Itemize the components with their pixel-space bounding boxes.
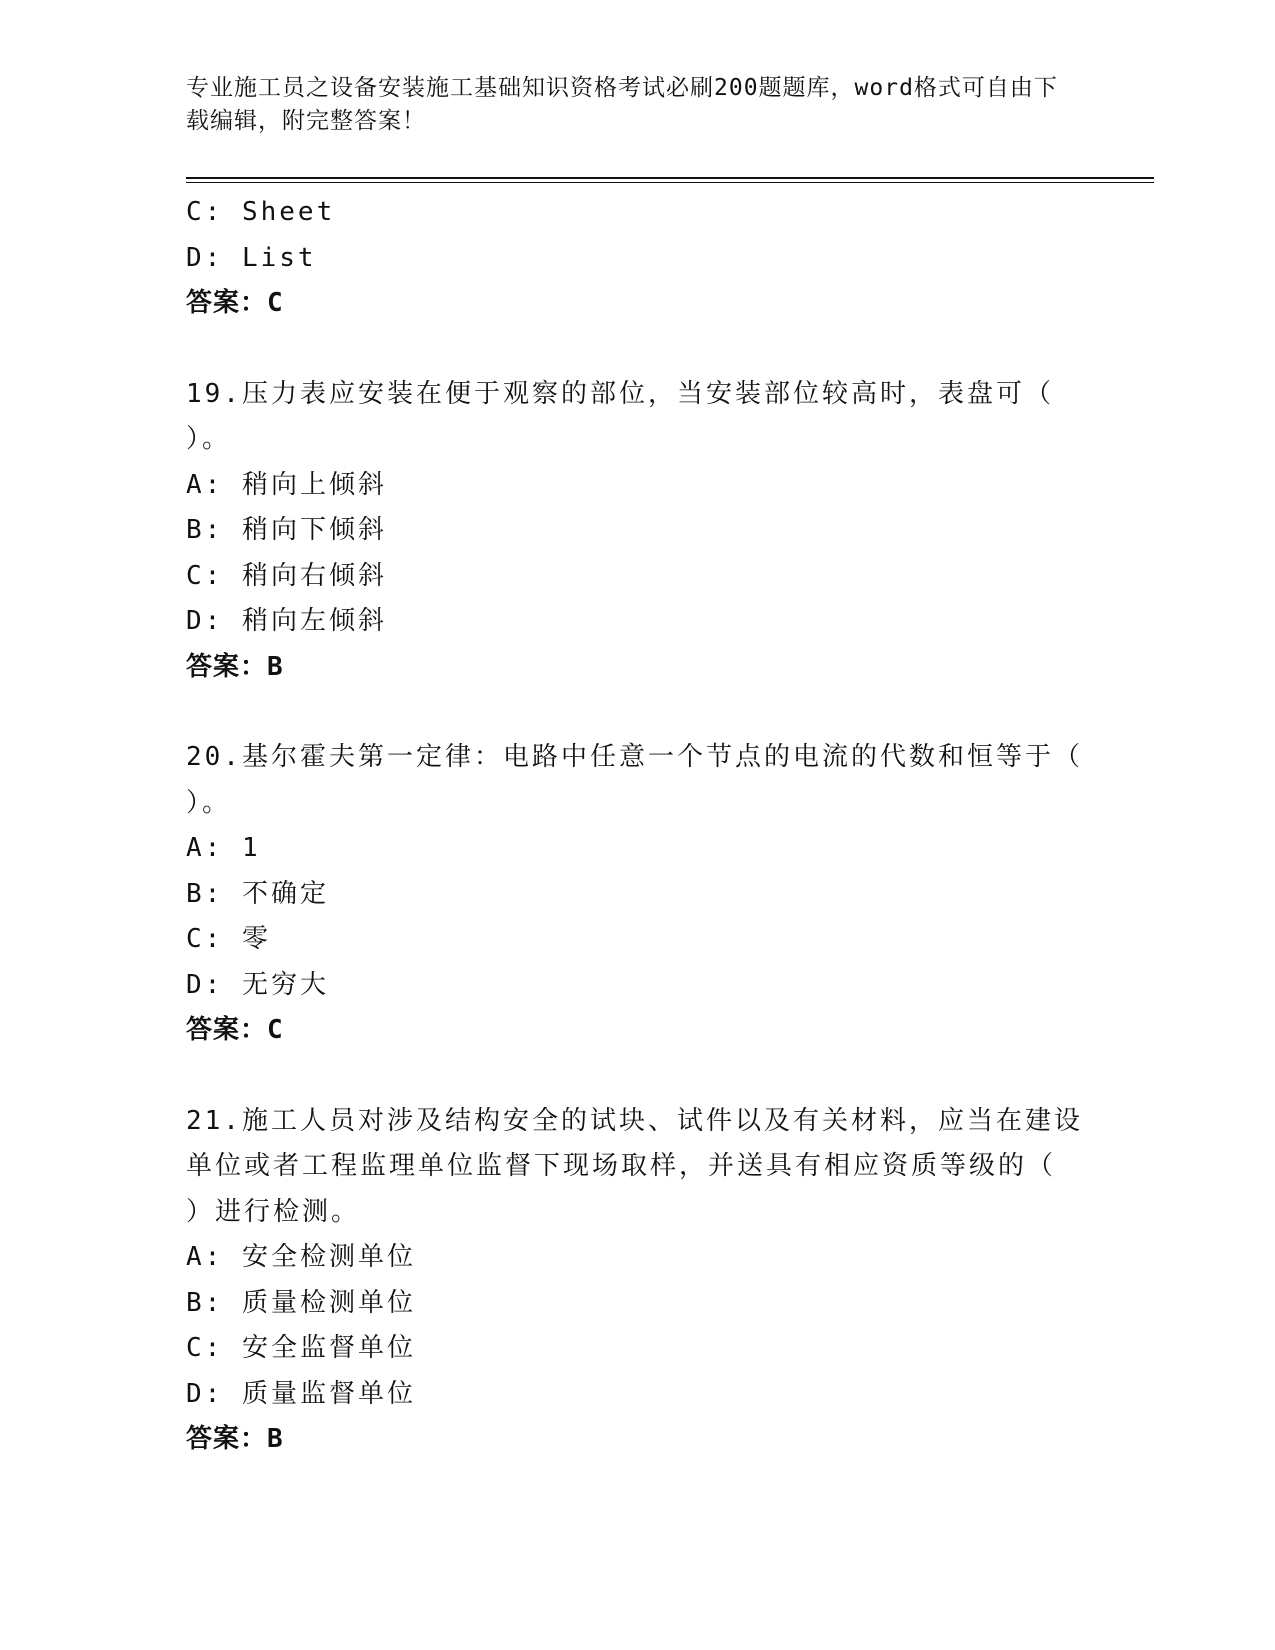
option-a: A: 稍向上倾斜 <box>186 469 387 500</box>
option-b: B: 稍向下倾斜 <box>186 515 387 545</box>
header-divider-thick <box>186 177 1154 179</box>
answer-line: 答案：B <box>186 1424 284 1454</box>
question-19 <box>186 372 1086 691</box>
option-c: C: 零 <box>186 924 271 954</box>
question-text-line: ）。 <box>186 424 232 454</box>
question-fragment <box>186 190 1086 327</box>
question-text-line: 20.基尔霍夫第一定律：电路中任意一个节点的电流的代数和恒等于（ <box>186 742 1083 772</box>
option-c: C: 稍向右倾斜 <box>186 560 387 591</box>
option-d: D: List <box>186 242 317 273</box>
question-content <box>186 190 1086 1463</box>
answer-line: 答案：C <box>186 1015 284 1045</box>
document-title: 专业施工员之设备安装施工基础知识资格考试必刷200题题库，word格式可自由下载编辑，附完整答案！ <box>186 75 1058 134</box>
question-text-line: 19.压力表应安装在便于观察的部位，当安装部位较高时，表盘可（ <box>186 378 1054 409</box>
option-c: C: Sheet <box>186 197 336 227</box>
answer-line: 答案：B <box>186 651 284 682</box>
option-d: D: 质量监督单位 <box>186 1378 416 1409</box>
question-text-line: 21.施工人员对涉及结构安全的试块、试件以及有关材料，应当在建设 <box>186 1105 1083 1136</box>
question-21 <box>186 1099 1086 1463</box>
question-text-line: ）进行检测。 <box>186 1196 361 1227</box>
question-text-line: ）。 <box>186 787 232 818</box>
option-d: D: 无穷大 <box>186 969 329 1000</box>
question-text-line: 单位或者工程监理单位监督下现场取样，并送具有相应资质等级的（ <box>186 1151 1057 1181</box>
option-a: A: 安全检测单位 <box>186 1242 416 1272</box>
header-divider-thin <box>186 182 1154 183</box>
option-b: B: 质量检测单位 <box>186 1287 416 1318</box>
option-a: A: 1 <box>186 833 261 863</box>
option-c: C: 安全监督单位 <box>186 1333 416 1363</box>
option-b: B: 不确定 <box>186 878 329 909</box>
answer-line: 答案：C <box>186 288 284 318</box>
question-20 <box>186 735 1086 1054</box>
option-d: D: 稍向左倾斜 <box>186 606 387 636</box>
